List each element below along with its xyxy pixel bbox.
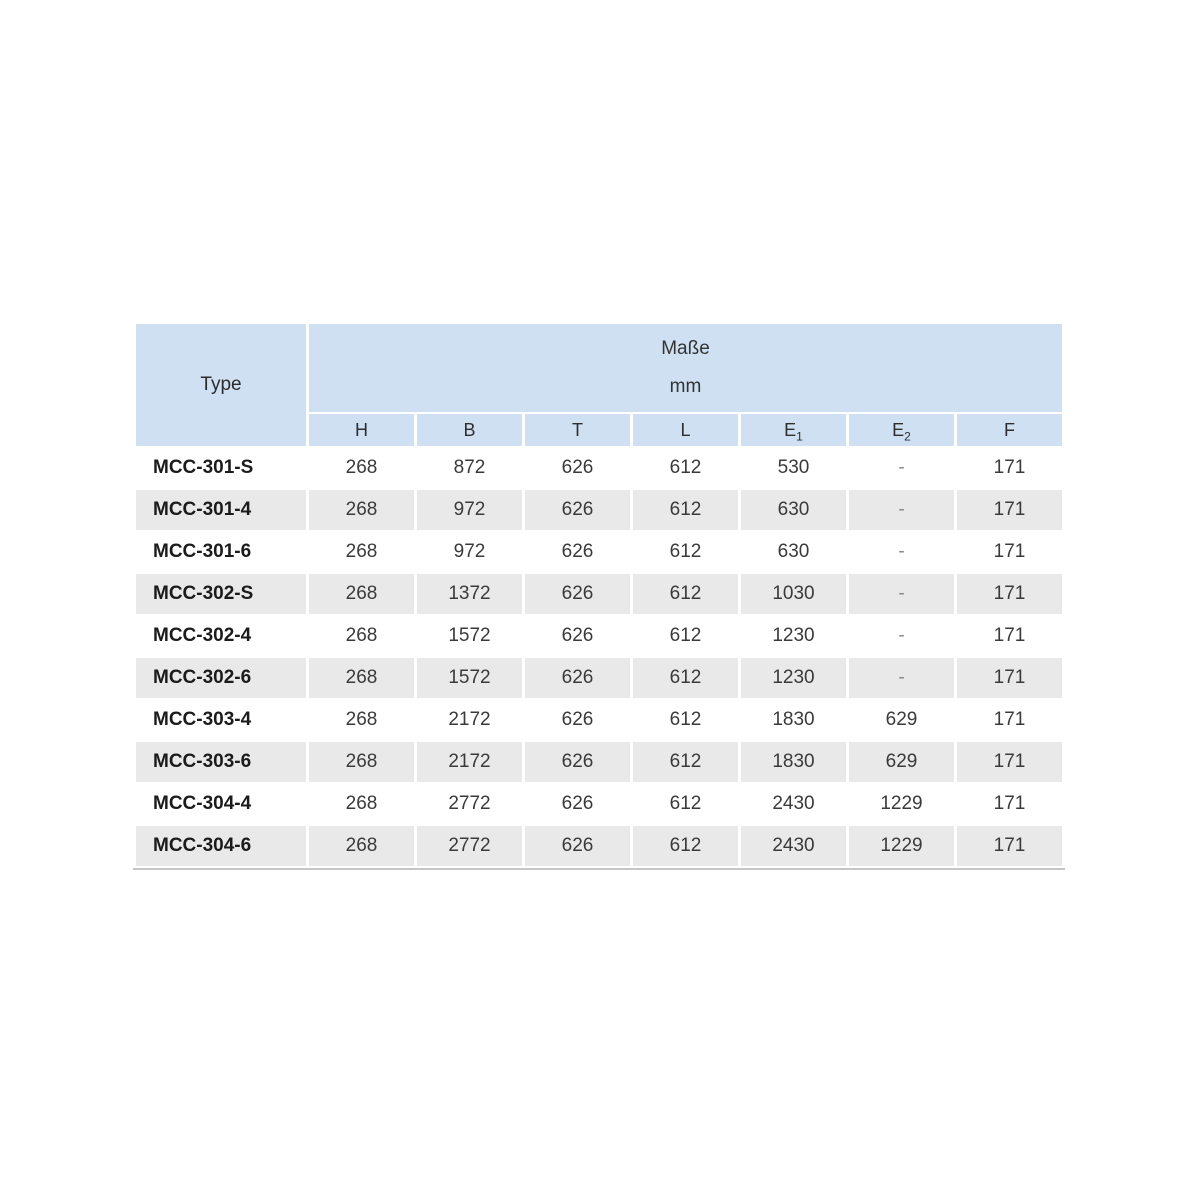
- value-cell: 530: [741, 448, 846, 488]
- row-type-cell: MCC-301-S: [136, 448, 306, 488]
- table-row: [136, 574, 1062, 614]
- column-header-e2: $E_2$: [849, 414, 954, 446]
- value-cell: 612: [633, 574, 738, 614]
- value-cell-empty: -: [849, 448, 954, 488]
- value-cell: 626: [525, 742, 630, 782]
- value-cell-empty: -: [849, 616, 954, 656]
- table-row: [136, 700, 1062, 740]
- value-cell: 626: [525, 490, 630, 530]
- table-row: [136, 784, 1062, 824]
- value-cell: 629: [849, 742, 954, 782]
- value-cell: 171: [957, 448, 1062, 488]
- table-row: [136, 490, 1062, 530]
- value-cell: 1229: [849, 784, 954, 824]
- value-cell: 268: [309, 616, 414, 656]
- value-cell: 1372: [417, 574, 522, 614]
- column-header-t: T: [525, 414, 630, 446]
- column-header-f: F: [957, 414, 1062, 446]
- value-cell: 1830: [741, 742, 846, 782]
- column-group-header-masse: [309, 324, 1062, 412]
- value-cell: 612: [633, 616, 738, 656]
- value-cell: 1572: [417, 658, 522, 698]
- value-cell: 629: [849, 700, 954, 740]
- table-row: [136, 742, 1062, 782]
- value-cell: 268: [309, 448, 414, 488]
- table-row: [136, 826, 1062, 866]
- table-row: [136, 658, 1062, 698]
- row-type-cell: MCC-303-6: [136, 742, 306, 782]
- value-cell: 171: [957, 826, 1062, 866]
- row-type-cell: MCC-302-4: [136, 616, 306, 656]
- value-cell: 626: [525, 784, 630, 824]
- value-cell: 612: [633, 658, 738, 698]
- column-header-b: B: [417, 414, 522, 446]
- value-cell: 1572: [417, 616, 522, 656]
- value-cell-empty: -: [849, 574, 954, 614]
- value-cell: 171: [957, 532, 1062, 572]
- table-row: [136, 532, 1062, 572]
- value-cell: 171: [957, 490, 1062, 530]
- column-header-l: L: [633, 414, 738, 446]
- column-header-h: H: [309, 414, 414, 446]
- value-cell-empty: -: [849, 490, 954, 530]
- value-cell: 612: [633, 490, 738, 530]
- value-cell: 630: [741, 490, 846, 530]
- value-cell: 612: [633, 826, 738, 866]
- value-cell-empty: -: [849, 532, 954, 572]
- value-cell: 268: [309, 826, 414, 866]
- value-cell: 612: [633, 784, 738, 824]
- value-cell: 626: [525, 700, 630, 740]
- value-cell: 626: [525, 616, 630, 656]
- value-cell: 268: [309, 490, 414, 530]
- row-type-cell: MCC-302-6: [136, 658, 306, 698]
- value-cell: 872: [417, 448, 522, 488]
- value-cell: 612: [633, 532, 738, 572]
- table-body: [136, 448, 1062, 866]
- row-type-cell: MCC-304-6: [136, 826, 306, 866]
- row-type-cell: MCC-302-S: [136, 574, 306, 614]
- value-cell: 268: [309, 658, 414, 698]
- value-cell: 171: [957, 658, 1062, 698]
- column-header-type: Type: [136, 324, 306, 446]
- value-cell: 268: [309, 784, 414, 824]
- value-cell: 2772: [417, 826, 522, 866]
- value-cell: 171: [957, 574, 1062, 614]
- value-cell: 626: [525, 826, 630, 866]
- value-cell: 171: [957, 742, 1062, 782]
- column-header-e1: $E_1$: [741, 414, 846, 446]
- table-head: [136, 324, 1062, 446]
- value-cell: 268: [309, 700, 414, 740]
- group-header-line1: Maße: [661, 338, 710, 359]
- value-cell: 972: [417, 490, 522, 530]
- value-cell: 626: [525, 532, 630, 572]
- value-cell: 171: [957, 784, 1062, 824]
- value-cell: 626: [525, 448, 630, 488]
- value-cell: 1229: [849, 826, 954, 866]
- value-cell: 972: [417, 532, 522, 572]
- table-row: [136, 616, 1062, 656]
- value-cell: 626: [525, 574, 630, 614]
- row-type-cell: MCC-304-4: [136, 784, 306, 824]
- table-row: [136, 448, 1062, 488]
- column-header-subscript: 2: [904, 429, 911, 444]
- value-cell: 2772: [417, 784, 522, 824]
- dimensions-table: [133, 322, 1065, 870]
- value-cell: 171: [957, 700, 1062, 740]
- value-cell: 612: [633, 742, 738, 782]
- row-type-cell: MCC-301-4: [136, 490, 306, 530]
- value-cell: 1030: [741, 574, 846, 614]
- value-cell-empty: -: [849, 658, 954, 698]
- value-cell: 171: [957, 616, 1062, 656]
- value-cell: 612: [633, 448, 738, 488]
- group-header-row: [136, 324, 1062, 412]
- group-header-line2: mm: [669, 376, 702, 397]
- value-cell: 2430: [741, 826, 846, 866]
- row-type-cell: MCC-301-6: [136, 532, 306, 572]
- value-cell: 2430: [741, 784, 846, 824]
- value-cell: 268: [309, 532, 414, 572]
- value-cell: 612: [633, 700, 738, 740]
- value-cell: 268: [309, 574, 414, 614]
- value-cell: 1230: [741, 616, 846, 656]
- value-cell: 2172: [417, 700, 522, 740]
- value-cell: 630: [741, 532, 846, 572]
- value-cell: 1230: [741, 658, 846, 698]
- value-cell: 268: [309, 742, 414, 782]
- value-cell: 2172: [417, 742, 522, 782]
- value-cell: 1830: [741, 700, 846, 740]
- column-header-subscript: 1: [796, 429, 803, 444]
- value-cell: 626: [525, 658, 630, 698]
- row-type-cell: MCC-303-4: [136, 700, 306, 740]
